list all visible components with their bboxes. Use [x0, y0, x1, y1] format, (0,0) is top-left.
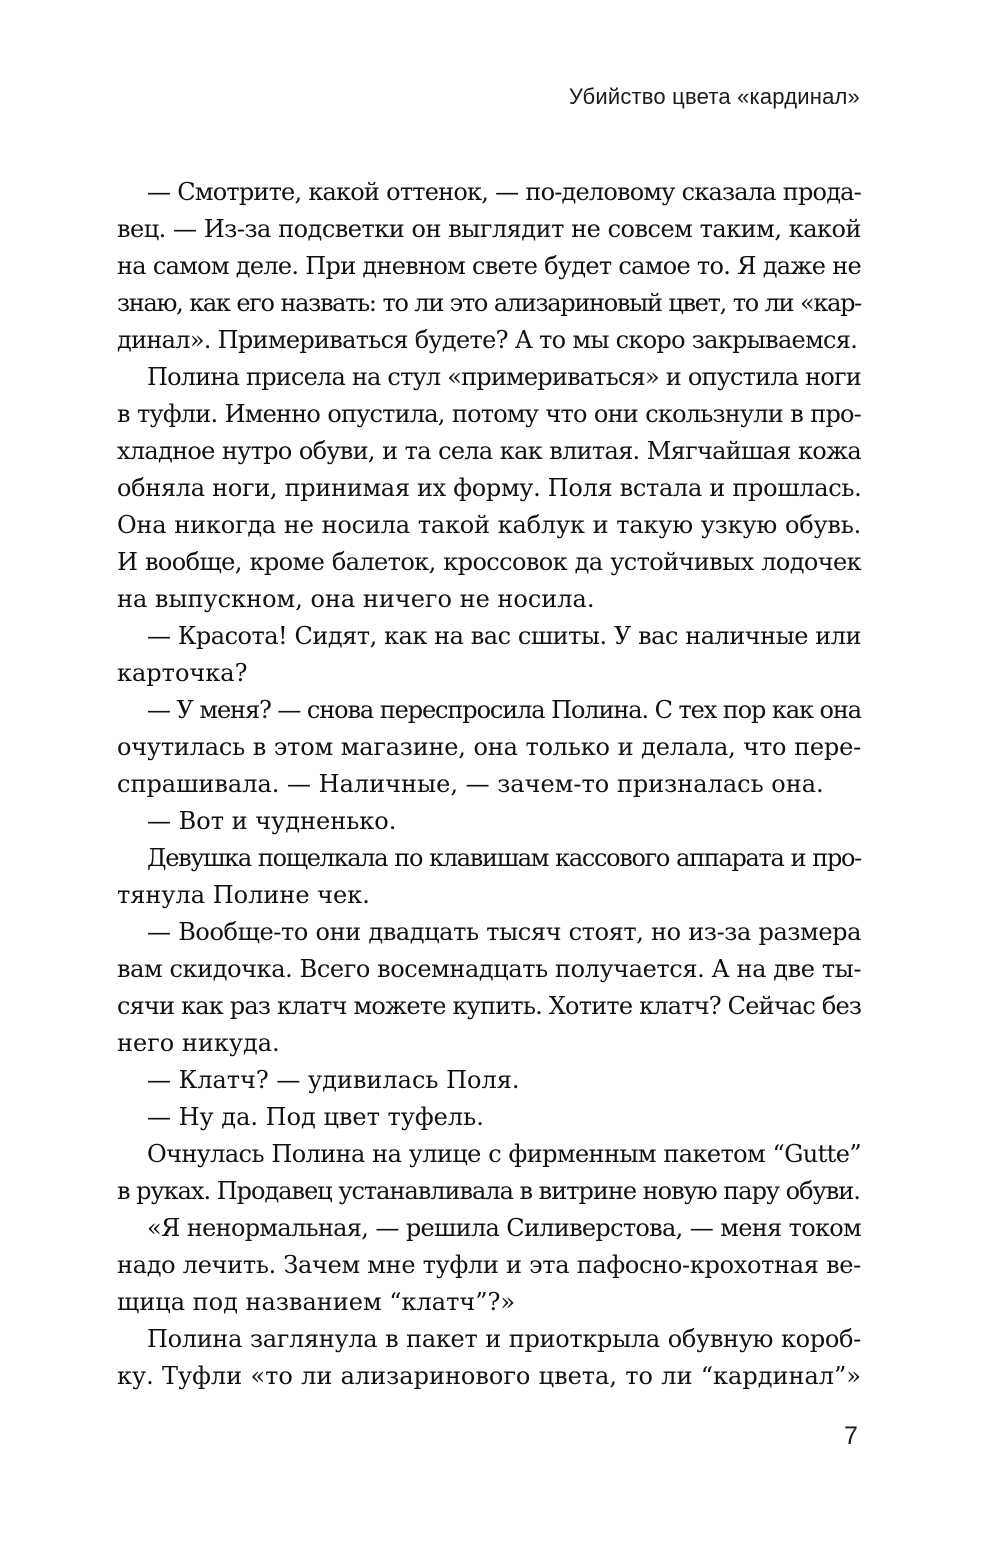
text-line: очутилась в этом магазине, она только и делала, что пере- — [117, 733, 861, 761]
text-line: в руках. Продавец устанавливала в витрине новую пару обуви. — [117, 1177, 860, 1205]
text-line: обняла ноги, принимая их форму. Поля встала и прошлась. — [117, 474, 862, 502]
text-line: щица под названием “клатч”?» — [117, 1288, 516, 1316]
text-line: надо лечить. Зачем мне туфли и эта пафосно-крохотная ве- — [117, 1251, 861, 1279]
text-line: — Вот и чудненько. — [147, 807, 397, 835]
text-line: него никуда. — [117, 1029, 280, 1057]
running-head: Убийство цвета «кардинал» — [568, 84, 860, 109]
text-line: динал». Примериваться будете? А то мы скоро закрываемся. — [117, 326, 858, 354]
text-line: карточка? — [117, 659, 248, 687]
text-line: на самом деле. При дневном свете будет самое то. Я даже не — [117, 252, 861, 280]
text-line: — Красота! Сидят, как на вас сшиты. У вас наличные или — [147, 622, 861, 650]
text-line: ку. Туфли «то ли ализаринового цвета, то ли “кардинал”» — [117, 1362, 861, 1390]
text-line: И вообще, кроме балеток, кроссовок да устойчивых лодочек — [117, 548, 861, 576]
text-line: тянула Полине чек. — [117, 881, 370, 909]
text-line: — У меня? — снова переспросила Полина. С тех пор как она — [147, 696, 861, 724]
text-line: хладное нутро обуви, и та села как влитая. Мягчайшая кожа — [117, 437, 861, 465]
text-line: — Ну да. Под цвет туфель. — [147, 1103, 484, 1131]
text-line: — Клатч? — удивилась Поля. — [147, 1066, 520, 1094]
text-line: — Смотрите, какой оттенок, — по-деловому сказала прода- — [147, 178, 861, 206]
page-text — [117, 174, 861, 1395]
text-line: — Вообще-то они двадцать тысяч стоят, но из-за размера — [147, 918, 861, 946]
text-line: вец. — Из-за подсветки он выглядит не совсем таким, какой — [117, 215, 861, 243]
text-line: в туфли. Именно опустила, потому что они скользнули в про- — [117, 400, 861, 428]
text-line: вам скидочка. Всего восемнадцать получается. А на две ты- — [117, 955, 862, 983]
text-line: Она никогда не носила такой каблук и такую узкую обувь. — [117, 511, 861, 539]
text-line: на выпускном, она ничего не носила. — [117, 585, 595, 613]
text-line: сячи как раз клатч можете купить. Хотите клатч? Сейчас без — [117, 992, 862, 1020]
text-line: «Я ненормальная, — решила Силиверстова, — меня током — [147, 1214, 861, 1242]
page-number: 7 — [844, 1422, 858, 1450]
text-line: спрашивала. — Наличные, — зачем-то призналась она. — [117, 770, 824, 798]
text-line: Очнулась Полина на улице с фирменным пакетом “Gutte” — [147, 1140, 861, 1168]
text-line: Полина заглянула в пакет и приоткрыла обувную короб- — [147, 1325, 861, 1353]
text-line: Полина присела на стул «примериваться» и опустила ноги — [147, 363, 861, 391]
text-line: знаю, как его назвать: то ли это ализариновый цвет, то ли «кар- — [117, 289, 861, 317]
text-line: Девушка пощелкала по клавишам кассового аппарата и про- — [147, 844, 861, 872]
